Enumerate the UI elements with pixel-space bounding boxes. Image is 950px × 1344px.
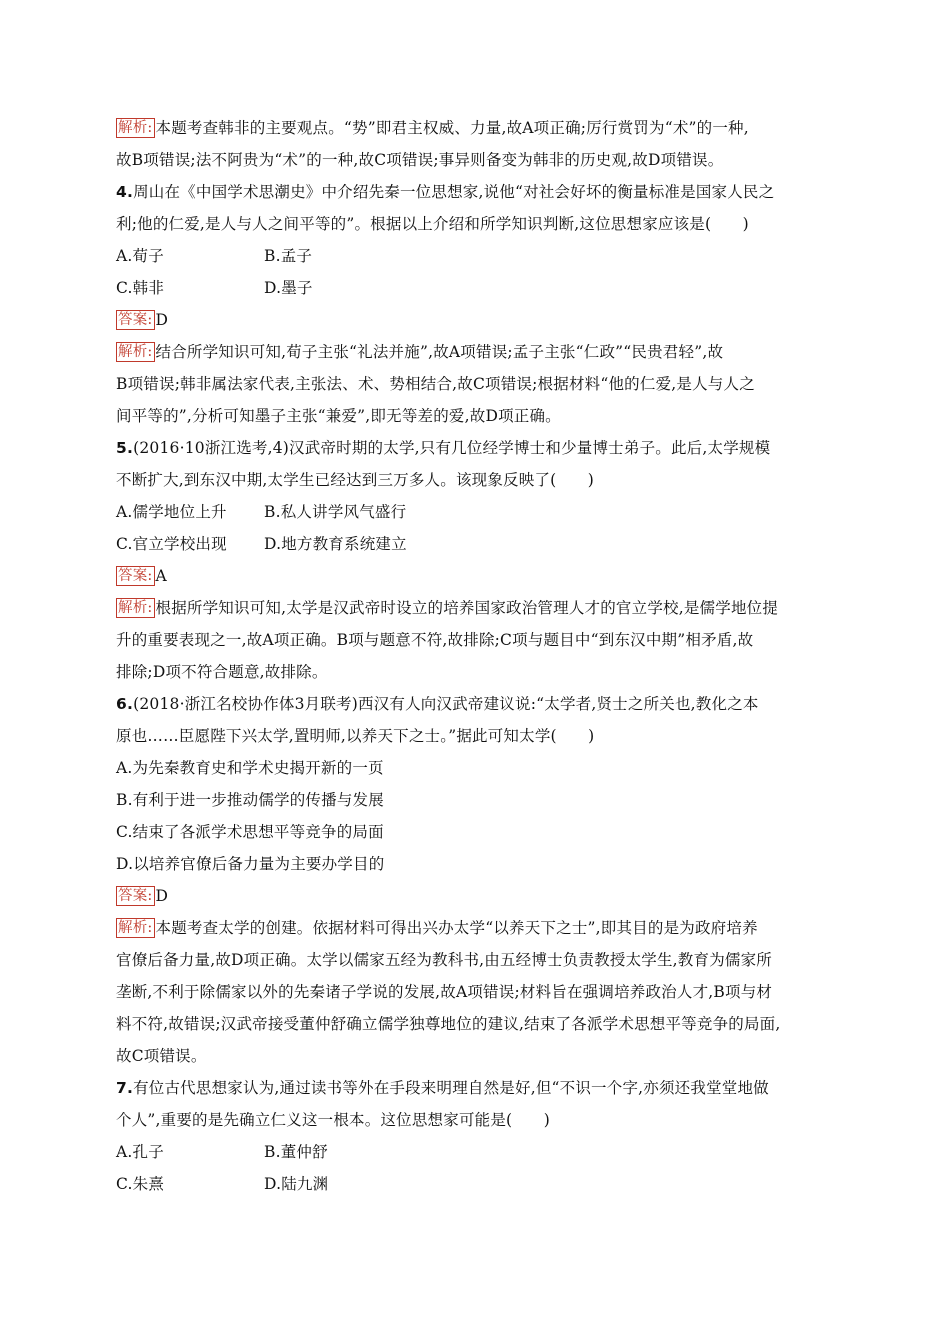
q6-analysis-line-4: 料不符,故错误;汉武帝接受董仲舒确立儒学独尊地位的建议,结束了各派学术思想平等竞争的局面, — [116, 1015, 781, 1033]
q4-answer: 答案: D — [118, 311, 169, 329]
q5-stem-line-2: 不断扩大,到东汉中期,太学生已经达到三万多人。该现象反映了( ) — [116, 471, 595, 489]
analysis-label: 解析: — [118, 600, 153, 616]
answer-label: 答案: — [118, 888, 153, 904]
question-number: 7. — [116, 1079, 134, 1097]
question-number: 4. — [116, 183, 134, 201]
option-b: B.私人讲学风气盛行 — [264, 503, 407, 521]
option-a: A.孔子 — [116, 1143, 164, 1161]
analysis-label: 解析: — [118, 344, 153, 360]
q6-stem-line-1: 6.(2018·浙江名校协作体3月联考)西汉有人向汉武帝建议说:“太学者,贤士之所关也,教化之本 — [116, 695, 759, 713]
q6-analysis-line-2: 官僚后备力量,故D项正确。太学以儒家五经为教科书,由五经博士负责教授太学生,教育为儒家所 — [116, 951, 773, 969]
option-a: A.荀子 — [116, 247, 164, 265]
question-number: 5. — [116, 439, 134, 457]
answer-label: 答案: — [118, 312, 153, 328]
q4-stem-line-1: 4.周山在《中国学术思潮史》中介绍先秦一位思想家,说他“对社会好坏的衡量标准是国家人民之 — [116, 183, 775, 201]
option-c: C.结束了各派学术思想平等竞争的局面 — [116, 823, 384, 841]
q7-options-row-1 — [116, 1136, 836, 1168]
option-b: B.董仲舒 — [264, 1143, 328, 1161]
q4-stem-line-2: 利;他的仁爱,是人与人之间平等的”。根据以上介绍和所学知识判断,这位思想家应该是( ) — [116, 215, 749, 233]
q4-options-row-2 — [116, 272, 836, 304]
q7-stem-line-2: 个人”,重要的是先确立仁义这一根本。这位思想家可能是( ) — [116, 1111, 550, 1129]
q3-analysis-line-1: 解析: 本题考查韩非的主要观点。“势”即君主权威、力量,故A项正确;厉行赏罚为“术”的一种, — [118, 119, 749, 137]
q7-stem-line-1: 7.有位古代思想家认为,通过读书等外在手段来明理自然是好,但“不识一个字,亦须还我堂堂地做 — [116, 1079, 769, 1097]
q3-analysis-line-2: 故B项错误;法不阿贵为“术”的一种,故C项错误;事异则备变为韩非的历史观,故D项错误。 — [116, 151, 724, 169]
option-b: B.孟子 — [264, 247, 313, 265]
option-d: D.地方教育系统建立 — [264, 535, 407, 553]
option-b: B.有利于进一步推动儒学的传播与发展 — [116, 791, 384, 809]
q6-analysis-line-1: 解析: 本题考查太学的创建。依据材料可得出兴办太学“以养天下之士”,即其目的是为政府培养 — [118, 919, 758, 937]
q5-analysis-line-3: 排除;D项不符合题意,故排除。 — [116, 663, 328, 681]
option-a: A.儒学地位上升 — [116, 503, 227, 521]
option-c: C.韩非 — [116, 279, 165, 297]
q4-analysis-line-1: 解析: 结合所学知识可知,荀子主张“礼法并施”,故A项错误;孟子主张“仁政”“民贵君轻”,故 — [118, 343, 724, 361]
question-number: 6. — [116, 695, 134, 713]
q5-options-row-2 — [116, 528, 836, 560]
option-d: D.陆九渊 — [264, 1175, 329, 1193]
q7-options-row-2 — [116, 1168, 836, 1200]
document-page — [116, 112, 836, 1200]
q4-analysis-line-2: B项错误;韩非属法家代表,主张法、术、势相结合,故C项错误;根据材料“他的仁爱,是人与人之 — [116, 375, 755, 393]
q6-analysis-line-5: 故C项错误。 — [116, 1047, 207, 1065]
q5-stem-line-1: 5.(2016·10浙江选考,4)汉武帝时期的太学,只有几位经学博士和少量博士弟子。此后,太学规模 — [116, 439, 771, 457]
option-d: D.以培养官僚后备力量为主要办学目的 — [116, 855, 385, 873]
q6-stem-line-2: 原也……臣愿陛下兴太学,置明师,以养天下之士。”据此可知太学( ) — [116, 727, 595, 745]
q5-analysis-line-2: 升的重要表现之一,故A项正确。B项与题意不符,故排除;C项与题目中“到东汉中期”相矛盾,故 — [116, 631, 754, 649]
answer-label: 答案: — [118, 568, 153, 584]
q5-answer: 答案: A — [118, 567, 167, 585]
analysis-label: 解析: — [118, 120, 153, 136]
option-c: C.朱熹 — [116, 1175, 165, 1193]
option-c: C.官立学校出现 — [116, 535, 227, 553]
analysis-label: 解析: — [118, 920, 153, 936]
q6-analysis-line-3: 垄断,不利于除儒家以外的先秦诸子学说的发展,故A项错误;材料旨在强调培养政治人才,B项与材 — [116, 983, 773, 1001]
q5-analysis-line-1: 解析: 根据所学知识可知,太学是汉武帝时设立的培养国家政治管理人才的官立学校,是儒学地位提 — [118, 599, 779, 617]
option-d: D.墨子 — [264, 279, 313, 297]
option-a: A.为先秦教育史和学术史揭开新的一页 — [116, 759, 384, 777]
q6-answer: 答案: D — [118, 887, 169, 905]
q4-analysis-line-3: 间平等的”,分析可知墨子主张“兼爱”,即无等差的爱,故D项正确。 — [116, 407, 561, 425]
q5-options-row-1 — [116, 496, 836, 528]
q4-options-row-1 — [116, 240, 836, 272]
